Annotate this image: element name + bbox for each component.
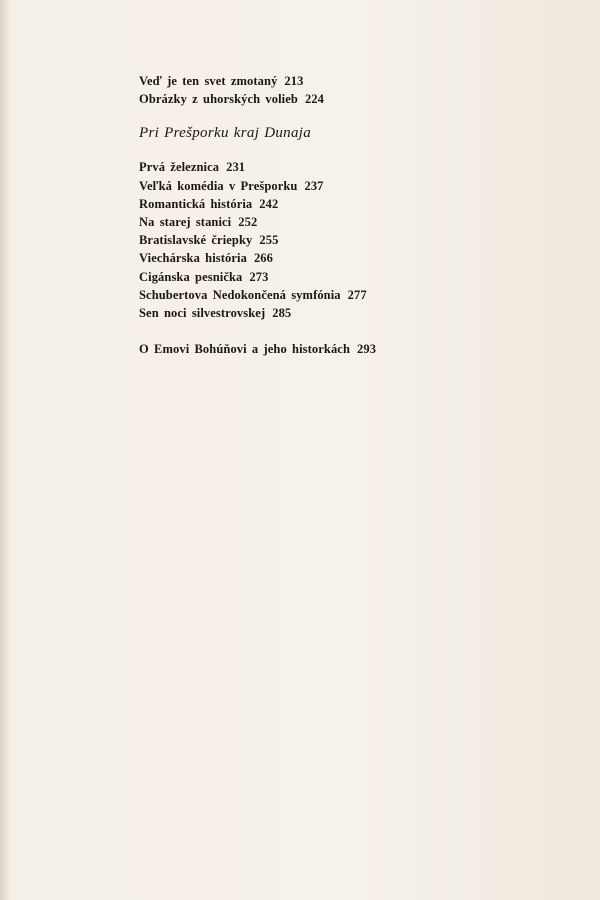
toc-entry-page: 252 xyxy=(238,215,258,230)
toc-entry-page: 224 xyxy=(304,92,325,107)
spacer xyxy=(139,322,559,340)
toc-entry-title: Veľká komédia v Prešporku xyxy=(139,178,298,193)
toc-entry-title: Sen noci silvestrovskej xyxy=(139,306,266,321)
toc-entry-title: Prvá železnica xyxy=(139,160,220,175)
toc-entry-page: 231 xyxy=(226,160,246,175)
toc-entry-page: 277 xyxy=(347,287,367,302)
toc-entry-page: 237 xyxy=(304,178,324,193)
page-edge xyxy=(0,0,8,900)
toc-entry-title: Schubertova Nedokončená symfónia xyxy=(139,287,341,302)
toc-entry-title: O Emovi Bohúňovi a jeho historkách xyxy=(139,342,351,357)
toc-entry xyxy=(139,72,559,90)
toc-entry xyxy=(139,231,559,249)
toc-entry-title: Bratislavské čriepky xyxy=(139,233,253,248)
toc-entry xyxy=(139,268,559,286)
toc-entry-title: Obrázky z uhorských volieb xyxy=(139,92,298,107)
toc-entry xyxy=(139,177,559,195)
toc-entry-page: 293 xyxy=(357,342,377,357)
table-of-contents xyxy=(139,72,559,358)
toc-entry-page: 273 xyxy=(249,269,269,284)
toc-entry xyxy=(139,249,559,267)
toc-entry xyxy=(139,90,559,108)
toc-entry-title: Veď je ten svet zmotaný xyxy=(139,74,278,88)
toc-entry-title: Viechárska história xyxy=(139,251,247,266)
toc-entry-page: 285 xyxy=(272,306,292,321)
toc-entry-title: Cigánska pesnička xyxy=(139,269,243,284)
toc-entry-page: 213 xyxy=(284,74,304,88)
toc-entry-page: 242 xyxy=(259,196,279,211)
toc-entry-title: Romantická história xyxy=(139,196,253,211)
toc-entry xyxy=(139,304,559,322)
section-title: Pri Prešporku kraj Dunaja xyxy=(139,125,312,142)
toc-entry-title: Na starej stanici xyxy=(139,215,232,230)
toc-entry-page: 255 xyxy=(259,233,279,248)
toc-entry xyxy=(139,213,559,231)
toc-entry xyxy=(139,286,559,304)
toc-entry xyxy=(139,340,559,358)
toc-entry-page: 266 xyxy=(253,251,274,266)
toc-entry xyxy=(139,158,559,176)
toc-entry xyxy=(139,195,559,213)
